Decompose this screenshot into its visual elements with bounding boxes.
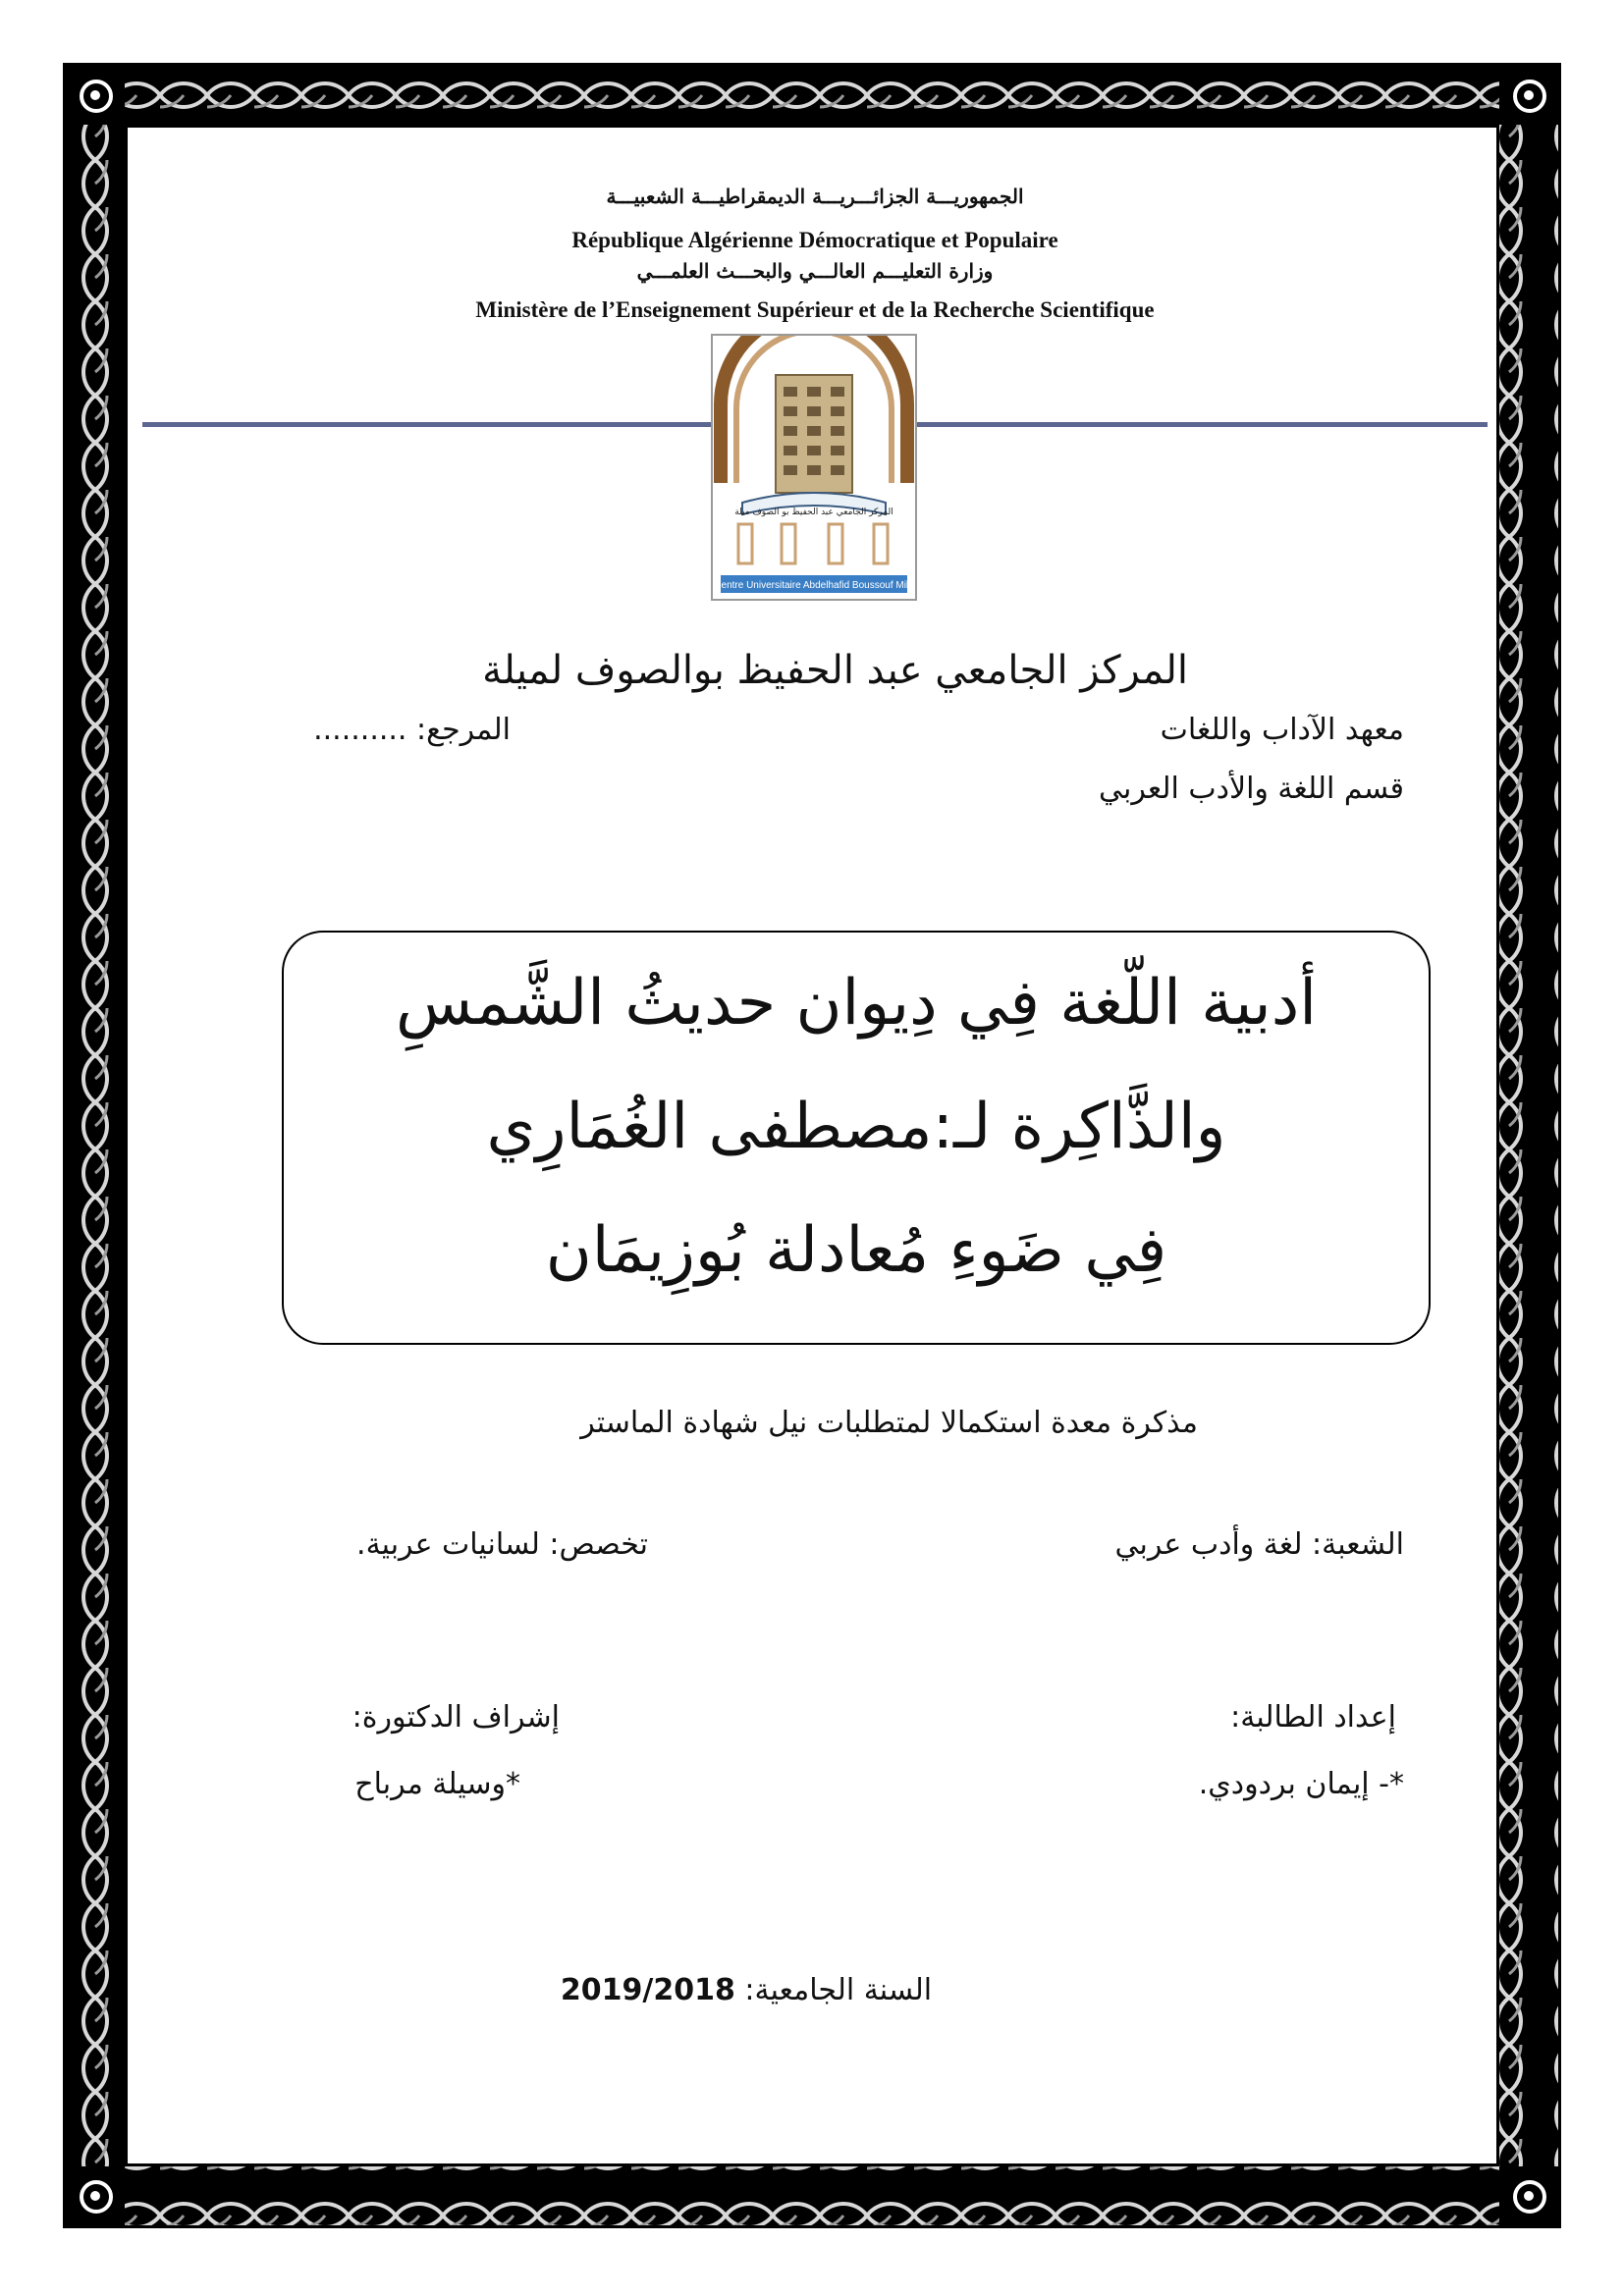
ministry-french: Ministère de l’Enseignement Supérieur et de la Recherche Scientifique	[475, 297, 1155, 322]
ministry-arabic: وزارة التعليـــم العالـــي والبحـــث العلمـــي	[636, 259, 994, 283]
academic-year-label: السنة الجامعية:	[744, 1973, 933, 2007]
academic-year	[491, 1973, 1001, 2007]
corner-ornament-top-left	[66, 66, 125, 125]
department-name: قسم اللغة والأدب العربي	[1098, 772, 1404, 806]
supervisor-label: إشراف الدكتورة:	[352, 1700, 560, 1735]
republic-french: République Algérienne Démocratique et Populaire	[571, 228, 1058, 252]
thesis-title-line-1: أدبية اللّغة فِي دِيوان حديثُ الشَّمسِ	[396, 967, 1317, 1040]
corner-ornament-bottom-right	[1499, 2166, 1558, 2225]
student-name: *- إيمان بردودي.	[1198, 1767, 1404, 1801]
degree-statement: مذكرة معدة استكمالا لمتطلبات نيل شهادة الماستر	[580, 1406, 1198, 1440]
university-logo	[711, 334, 917, 601]
svg-text:المركز الجامعي عبد الحفيظ بو ا: المركز الجامعي عبد الحفيظ بو الصوف ميلة	[734, 507, 893, 517]
branch: الشعبة: لغة وأدب عربي	[1114, 1527, 1404, 1562]
university-name: المركز الجامعي عبد الحفيظ بوالصوف لميلة	[482, 648, 1188, 693]
thesis-title-line-2: والذَّاكِرة لـ:مصطفى الغُمَارِي	[486, 1091, 1226, 1163]
corner-ornament-bottom-left	[66, 2166, 125, 2225]
supervisor-name: *وسيلة مرباح	[354, 1767, 520, 1801]
student-label: إعداد الطالبة:	[1230, 1700, 1396, 1735]
academic-year-value: 2019/2018	[560, 1973, 735, 2007]
svg-text:Centre Universitaire Abdelhafi: Centre Universitaire Abdelhafid Boussouf Mila	[714, 580, 914, 591]
logo-building-icon	[713, 336, 915, 599]
specialty: تخصص: لسانيات عربية.	[356, 1527, 648, 1562]
institute-name: معهد الآداب واللغات	[1160, 713, 1404, 747]
reference-number: المرجع: ..........	[313, 713, 511, 747]
thesis-title-box	[282, 931, 1431, 1345]
corner-ornament-top-right	[1499, 66, 1558, 125]
thesis-title-line-3: فِي ضَوءِ مُعادلة بُوزِيمَان	[545, 1214, 1167, 1287]
republic-arabic: الجمهوريـــة الجزائـــريـــة الديمقراطيـــة الشعبيـــة	[606, 185, 1024, 208]
